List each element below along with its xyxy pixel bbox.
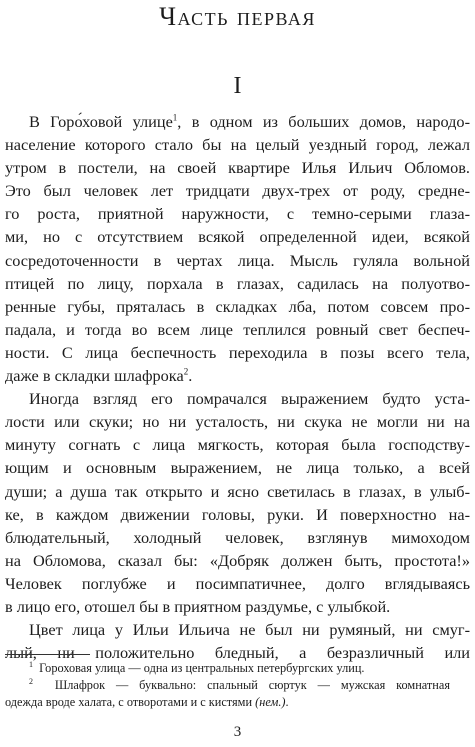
- body-text: [5, 110, 470, 664]
- text-line: даже в складки шлафрока$^2$.: [5, 366, 193, 386]
- text-line: в лицо его, отошел бы в приятном раздумье, с улыбкой.: [5, 596, 391, 616]
- text-line: падала, и тогда во всем лице теплился ровный свет беспеч-: [5, 319, 470, 339]
- text-line: утром в постели, на своей квартире Илья Ильич Обломов.: [5, 158, 470, 178]
- text-line: ми, но с отсутствием всякой определенной идеи, всякой: [5, 227, 470, 247]
- page-number: 3: [233, 724, 242, 740]
- text-line: Человек поглубже и посимпатичнее, долго вглядываясь: [5, 573, 470, 593]
- paragraph-1: [5, 110, 470, 387]
- footnote-1: $^1$ Гороховая улица — одна из центральных петербургских улиц.: [29, 659, 365, 675]
- text-line: го роста, приятной наружности, с темно-серыми глаза-: [5, 204, 470, 224]
- footnote-2-continuation: одежда вроде халата, с отворотами и с кистями (нем.).: [5, 695, 289, 709]
- text-line: на Обломова, сказал бы: «Добряк должен быть, простота!»: [5, 550, 470, 570]
- footnote-mark: 1: [29, 659, 33, 669]
- paragraph-3: [5, 618, 470, 664]
- paragraph-2: [5, 387, 470, 618]
- text-line: ющим и основным выражением, не лица только, а всей: [5, 458, 470, 478]
- text-line: души; а душа так открыто и ясно светилась в глазах, в улыб-: [5, 481, 470, 501]
- text-line: Цвет лица у Ильи Ильича не был ни румяный, ни смуг-: [29, 620, 470, 640]
- text-line: ке, в каждом движении головы, руки. И поверхностно на-: [5, 504, 470, 524]
- part-title: Часть первая: [159, 2, 316, 31]
- text-line: В Горо́ховой улице$^1$, в одном из больших домов, народо-: [29, 112, 470, 131]
- text-line: ренные губы, пряталась в складках лба, потом совсем про-: [5, 296, 470, 316]
- footnote-mark: 2: [29, 676, 33, 686]
- text-line: Иногда взгляд его помрачался выражением будто уста-: [29, 389, 470, 409]
- text-line: сосредоточенности в чертах лица. Мысль гуляла вольной: [5, 250, 470, 270]
- footnote-ref-2[interactable]: 2: [183, 366, 189, 377]
- text-line: лости или скуки; но ни усталость, ни скука не могли ни на: [5, 412, 470, 432]
- text-line: минуту согнать с лица мягкость, которая была господству-: [5, 435, 470, 455]
- text-line: птицей по лицу, порхала в глазах, садилась на полуотво-: [5, 273, 470, 293]
- chapter-number: I: [233, 73, 242, 99]
- footnotes: [5, 660, 450, 711]
- footnote-2: $^2$ Шлафрок — буквально: спальный сюртук — мужская комнатная: [29, 676, 450, 692]
- text-line: Это был человек лет тридцати двух-трех от роду, средне-: [5, 181, 470, 201]
- text-line: лый, ни положительно бледный, а безразличный или: [5, 643, 470, 663]
- text-line: ности. С лица беспечность переходила в позы всего тела,: [5, 342, 470, 362]
- text-line: население которого стало бы на целый уездный город, лежал: [5, 135, 470, 155]
- footnote-divider: [5, 654, 90, 655]
- text-line: блюдательный, холодный человек, взглянув мимоходом: [5, 527, 470, 547]
- footnote-ref-1[interactable]: 1: [172, 112, 178, 123]
